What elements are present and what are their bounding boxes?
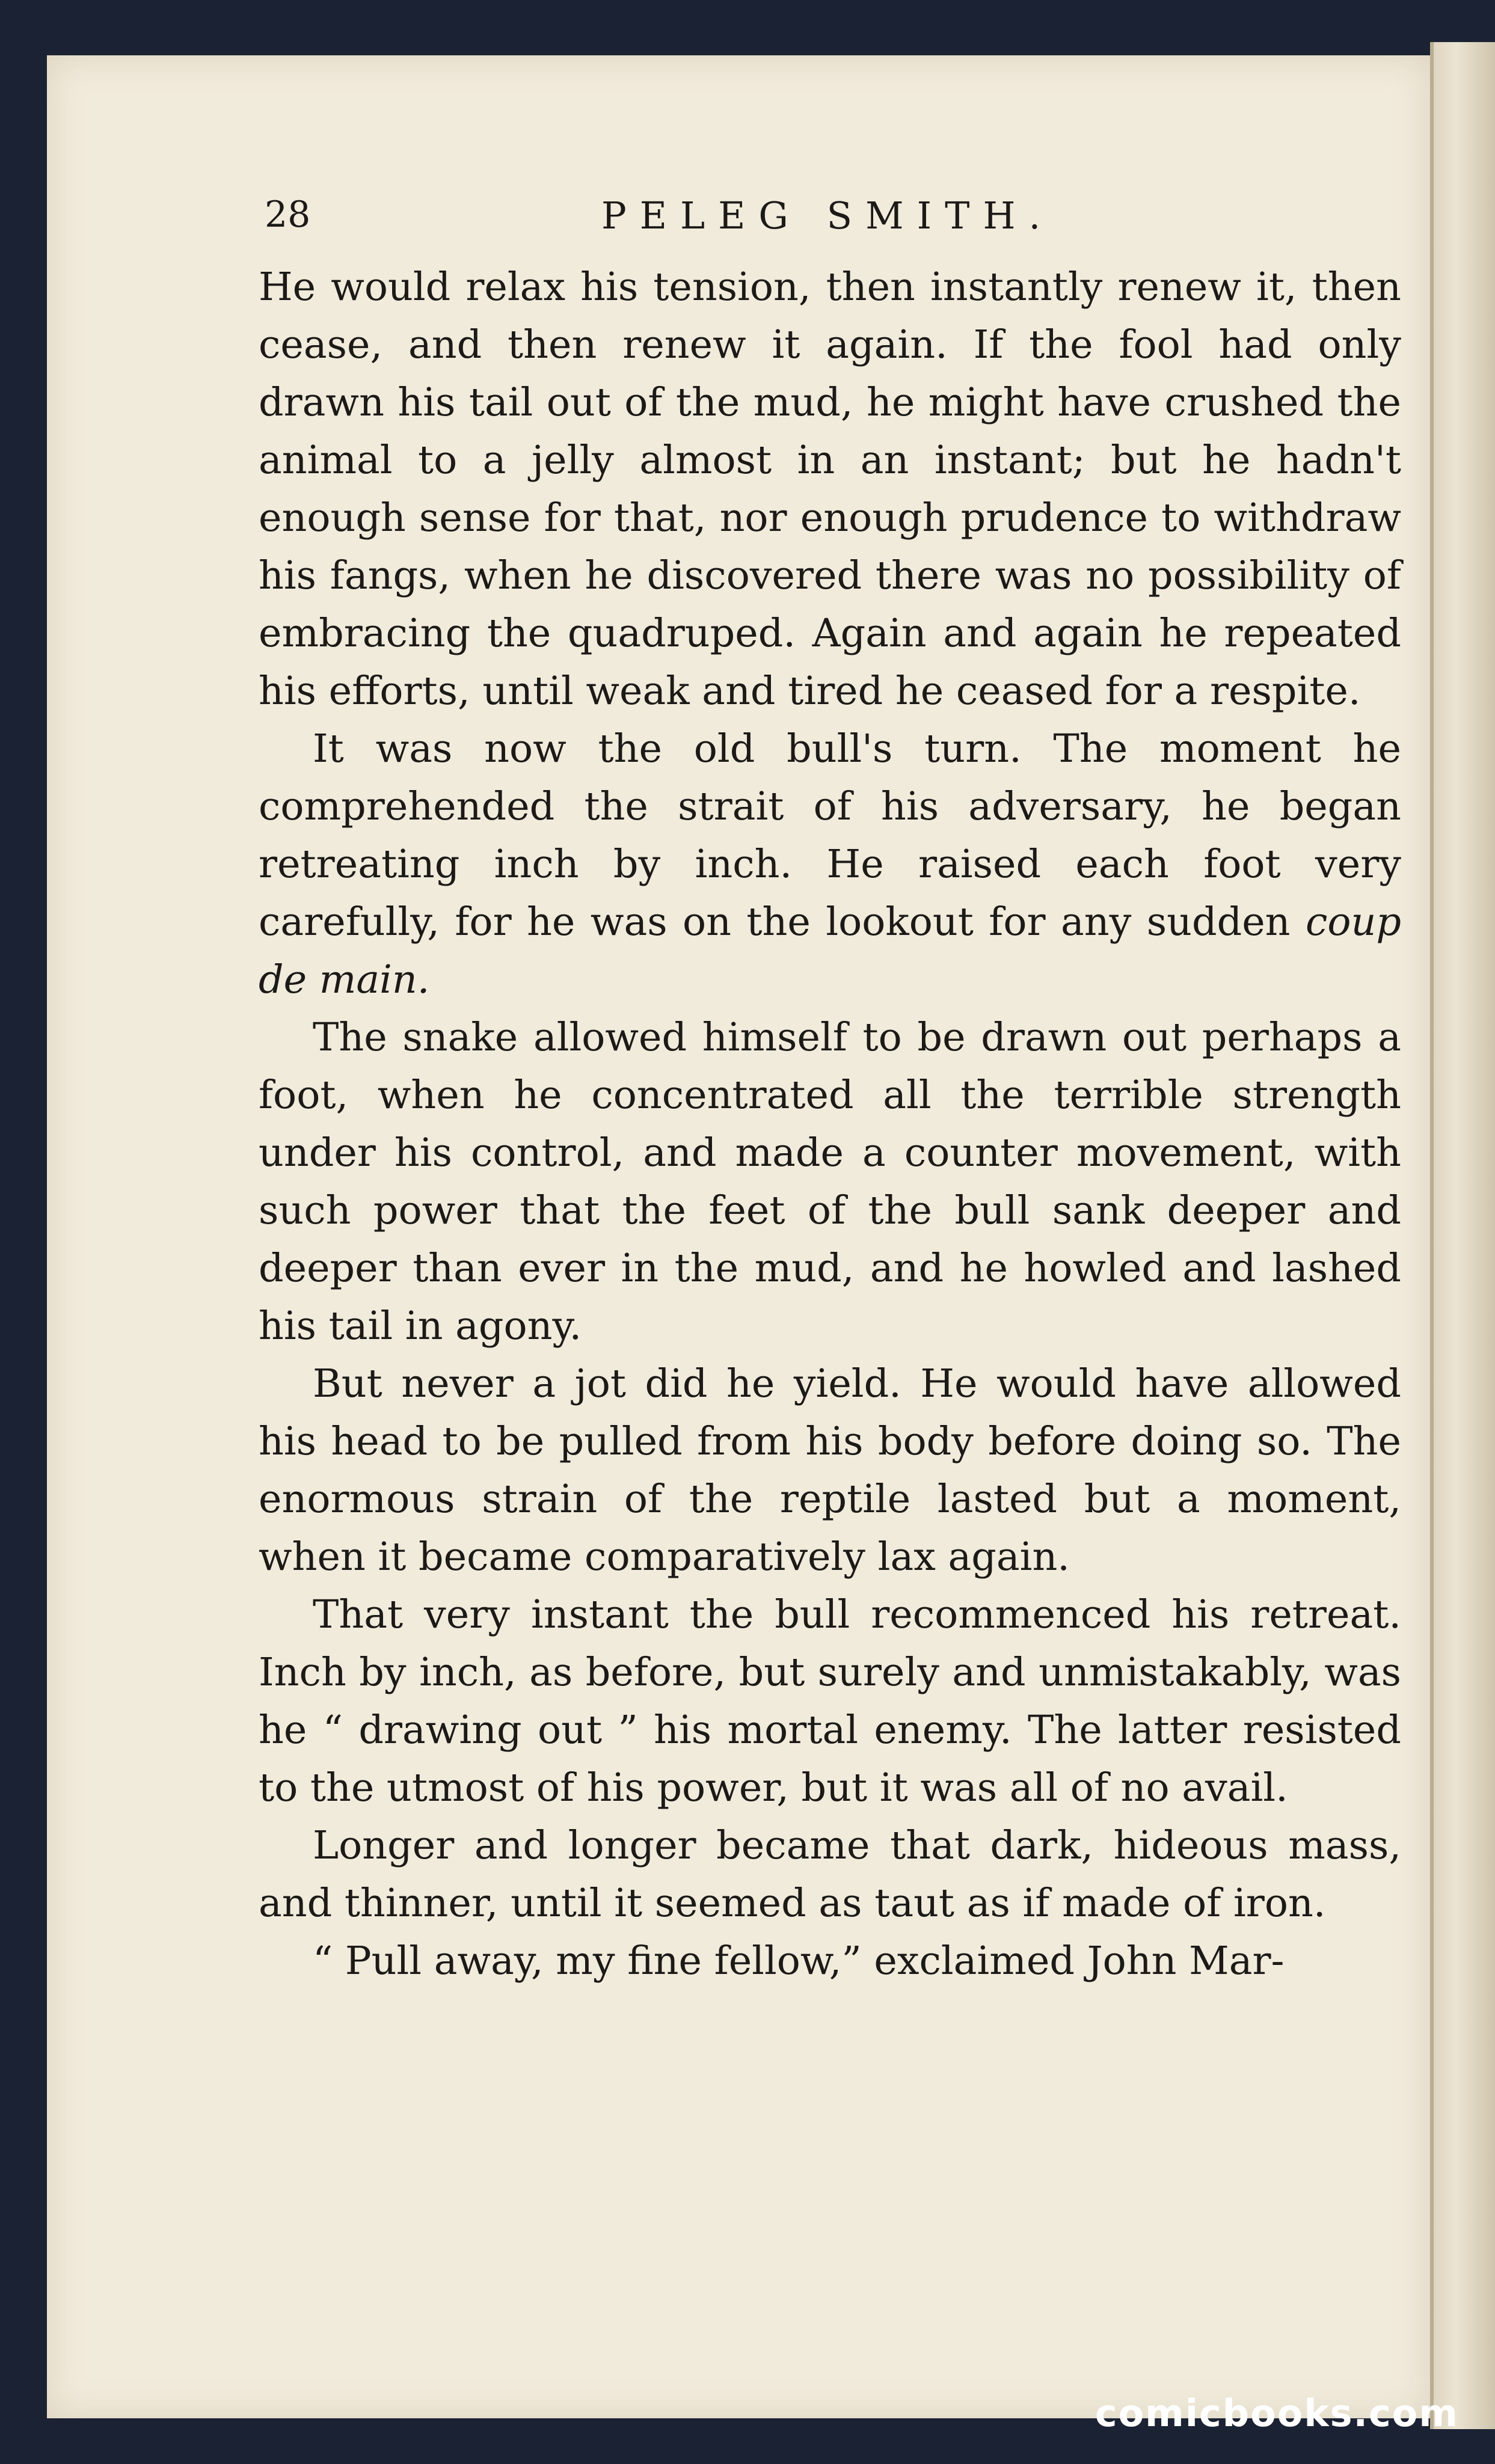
paragraph-2-text: It was now the old bull's turn. The moment he comprehended the strait of his adversary, he began retreating inch by inch. He raised each foot very carefully, for he was on the lookout for any sudden xyxy=(259,726,1401,945)
running-head: PELEG SMITH. xyxy=(601,194,1054,238)
paragraph-2-italic: coup de main. xyxy=(259,899,1401,1002)
spine-edge xyxy=(1430,42,1434,2429)
paragraph-2 xyxy=(259,720,1401,1009)
paragraph-5: That very instant the bull recommenced his retreat. Inch by inch, as before, but surely and unmistakably, was he “ drawing out ” his mortal enemy. The latter resisted to the utmost of his power, but it was all of no avail. xyxy=(259,1592,1401,1810)
watermark: comicbooks.com xyxy=(1094,2391,1459,2435)
paragraph-1: He would relax his tension, then instantly renew it, then cease, and then renew it again. If the fool had only drawn his tail out of the mud, he might have crushed the animal to a jelly almost in an instant; but he hadn't enough sense for that, nor enough prudence to withdraw his fangs, when he discovered there was no possibility of embracing the quadruped. Again and again he repeated his efforts, until weak and tired he ceased for a respite. xyxy=(259,265,1401,714)
body-text xyxy=(259,259,1401,1990)
paragraph-3: The snake allowed himself to be drawn out perhaps a foot, when he concentrated all the terrible strength under his control, and made a counter movement, with such power that the feet of the bull sank deeper and deeper than ever in the mud, and he howled and lashed his tail in agony. xyxy=(259,1015,1401,1349)
paragraph-7: “ Pull away, my fine fellow,” exclaimed John Mar- xyxy=(313,1938,1285,1984)
paragraph-4: But never a jot did he yield. He would have allowed his head to be pulled from his body before doing so. The enormous strain of the reptile lasted but a moment, when it became comparatively lax again. xyxy=(259,1361,1401,1580)
book-spine xyxy=(1430,42,1495,2429)
paragraph-6: Longer and longer became that dark, hideous mass, and thinner, until it seemed as taut as if made of iron. xyxy=(259,1823,1401,1926)
page-number: 28 xyxy=(265,194,311,236)
page-header xyxy=(265,194,1395,248)
